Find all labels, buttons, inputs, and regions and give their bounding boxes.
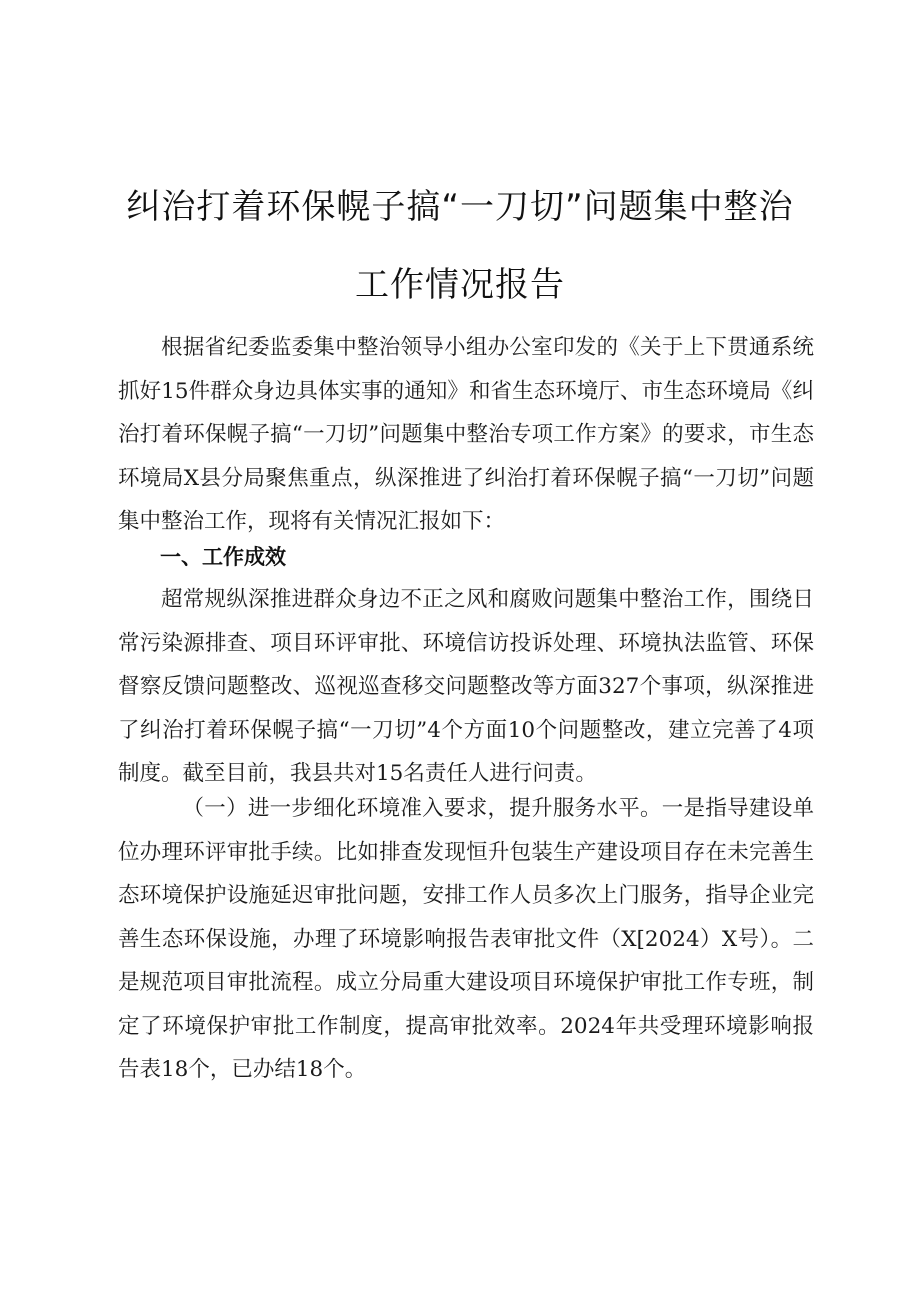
results-paragraph: 超常规纵深推进群众身边不正之风和腐败问题集中整治工作，围绕日常污染源排查、项目环评审批、环境信访投诉处理、环境执法监管、环保督察反馈问题整改、巡视巡查移交问题整改等方面327个事项，纵深推进了纠治打着环保幌子搞“一刀切”4个方面10个问题整改，建立完善了4项制度。截至目前，我县共对15名责任人进行问责。: [118, 587, 814, 786]
subsection-paragraph-1: （一）进一步细化环境准入要求，提升服务水平。一是指导建设单位办理环评审批手续。比如排查发现恒升包装生产建设项目存在未完善生态环境保护设施延迟审批问题，安排工作人员多次上门服务，指导企业完善生态环保设施，办理了环境影响报告表审批文件（X[2024）X号）。二是规范项目审批流程。成立分局重大建设项目环境保护审批工作专班，制定了环境保护审批工作制度，提高审批效率。2024年共受理环境影响报告表18个，已办结18个。: [118, 796, 814, 1082]
section-heading-work-results: 一、工作成效: [160, 545, 286, 569]
document-title-line-2: 工作情况报告: [355, 265, 565, 305]
document-title-line-1: 纠治打着环保幌子搞“一刀切”问题集中整治: [126, 187, 794, 227]
intro-paragraph: 根据省纪委监委集中整治领导小组办公室印发的《关于上下贯通系统抓好15件群众身边具体实事的通知》和省生态环境厅、市生态环境局《纠治打着环保幌子搞“一刀切”问题集中整治专项工作方案》的要求，市生态环境局X县分局聚焦重点，纵深推进了纠治打着环保幌子搞“一刀切”问题集中整治工作，现将有关情况汇报如下：: [118, 335, 814, 534]
